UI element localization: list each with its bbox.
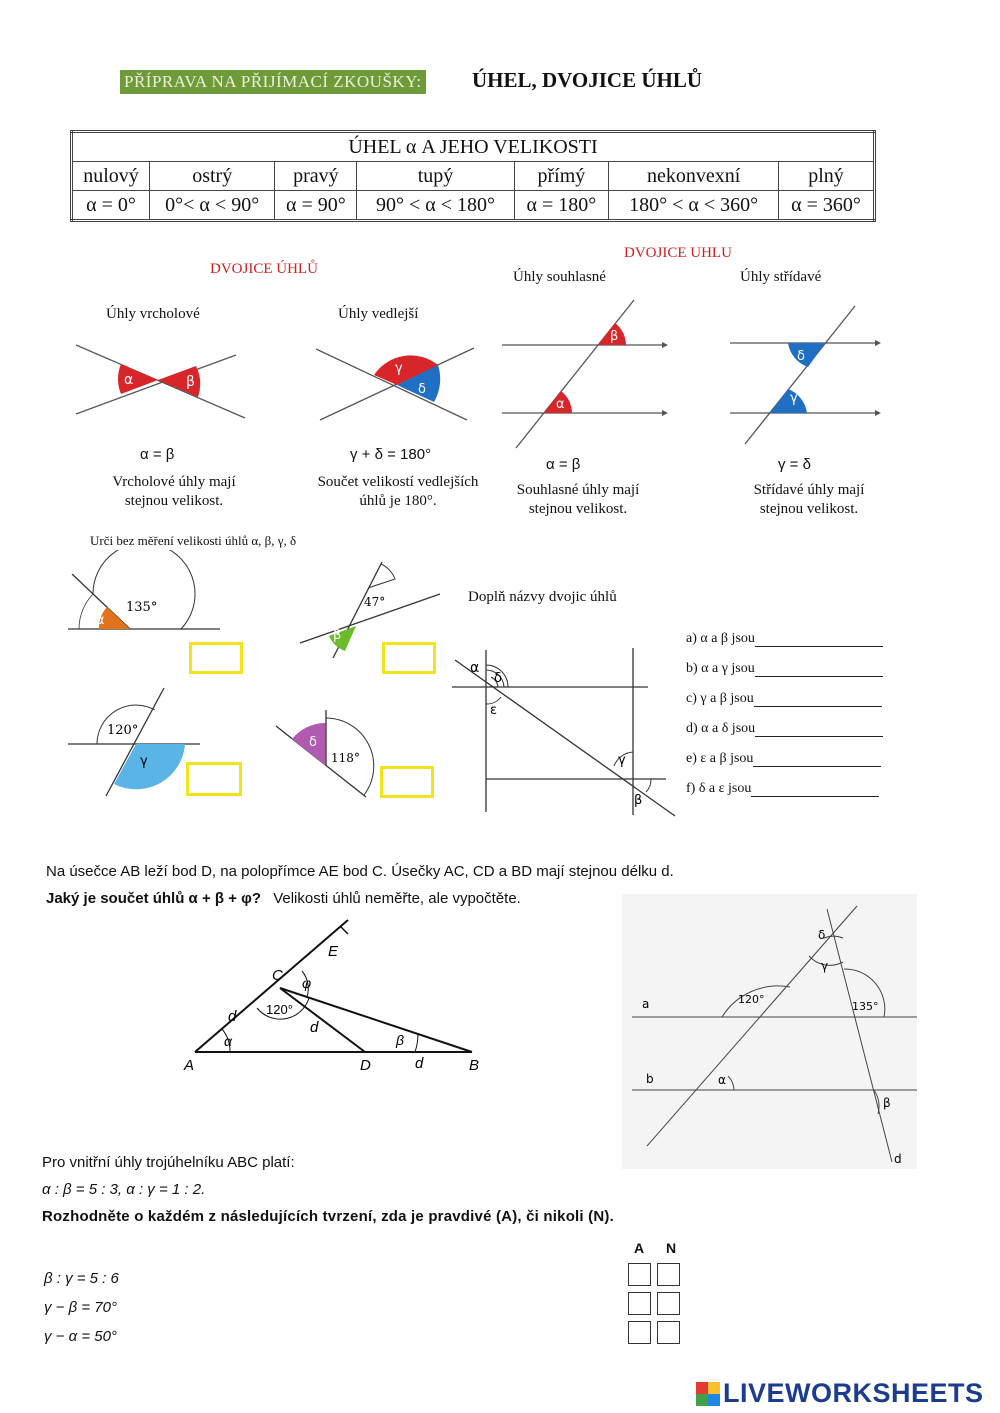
statements-list (44, 1264, 119, 1351)
table-cell: 180° < α < 360° (609, 191, 779, 221)
line-b: b (646, 1072, 654, 1086)
alt-delta-label: δ (797, 349, 805, 364)
header-tag: PŘÍPRAVA NA PŘIJÍMACÍ ZKOUŠKY: (120, 70, 426, 94)
alt-gamma-label: γ (790, 391, 798, 406)
label-E: E (328, 943, 339, 960)
fig3-given: 120° (107, 723, 139, 738)
table-cell: α = 180° (514, 191, 609, 221)
label-alpha: α (224, 1033, 232, 1049)
exercise3-question (46, 890, 521, 907)
alternate-caption (734, 481, 884, 519)
checkbox-a[interactable] (628, 1321, 651, 1344)
exercise5-line2: α : β = 5 : 3, α : γ = 1 : 2. (42, 1181, 206, 1198)
table-cell: 90° < α < 180° (357, 191, 514, 221)
alternate-label: Úhly střídavé (740, 269, 822, 285)
corr-beta-label: β (610, 329, 619, 344)
exercise5-line3: Rozhodněte o každém z následujících tvrzení, zda je pravdivé (A), či nikoli (N). (42, 1208, 614, 1225)
ex2-beta: β (634, 793, 643, 808)
statement: γ − α = 50° (44, 1328, 117, 1345)
checkbox-a[interactable] (628, 1263, 651, 1286)
fig2-given: 47° (364, 595, 386, 609)
table-cell: α = 90° (275, 191, 357, 221)
question-rest: Velikosti úhlů neměřte, ale vypočtěte. (273, 890, 521, 907)
checkbox-n[interactable] (657, 1321, 680, 1344)
checkbox-n[interactable] (657, 1263, 680, 1286)
vertical-caption (80, 473, 268, 511)
ex4-alpha: α (718, 1073, 726, 1087)
adjacent-label: Úhly vedlejší (338, 306, 419, 322)
alt-gamma-sector (770, 389, 807, 413)
item-label: e) ε a β jsou (686, 751, 754, 766)
item-label: d) α a δ jsou (686, 721, 756, 736)
answer-box-gamma[interactable] (186, 762, 242, 796)
ex2-gamma: γ (618, 753, 626, 768)
ex4-beta: β (883, 1096, 891, 1110)
item-label: c) γ a β jsou (686, 691, 754, 706)
label-D: D (360, 1057, 371, 1074)
table-cell: pravý (275, 162, 357, 191)
gamma-label: γ (395, 361, 403, 376)
table-title: ÚHEL α A JEHO VELIKOSTI (72, 132, 875, 162)
fig1-given: 135° (126, 600, 158, 615)
caption-line: Střídavé úhly mají (753, 482, 865, 498)
list-item (686, 691, 883, 721)
page-title: ÚHEL, DVOJICE ÚHLŮ (472, 68, 703, 92)
exercise2-items (686, 631, 883, 811)
label-A: A (184, 1057, 195, 1074)
liveworksheets-logo (696, 1378, 984, 1409)
exercise5-line1: Pro vnitřní úhly trojúhelníku ABC platí: (42, 1154, 295, 1171)
angle-135: 135° (852, 1000, 879, 1013)
parallel-lines-diagram (622, 894, 917, 1169)
table-cell: nulový (72, 162, 150, 191)
label-B: B (469, 1057, 480, 1074)
caption-line: stejnou velikost. (528, 501, 628, 517)
fig2-unknown: β (333, 628, 342, 643)
table-cell: ostrý (149, 162, 274, 191)
table-cell: přímý (514, 162, 609, 191)
fig4-given: 118° (331, 751, 360, 765)
ex2-delta: δ (494, 671, 502, 686)
table-cell: α = 360° (778, 191, 874, 221)
list-item (686, 631, 883, 661)
table-cell: 0°< α < 90° (149, 191, 274, 221)
table-cell: tupý (357, 162, 514, 191)
answer-line[interactable] (755, 662, 883, 677)
answer-line[interactable] (755, 632, 883, 647)
item-label: f) δ a ε jsou (686, 781, 752, 796)
corr-alpha-label: α (556, 397, 565, 412)
answer-line[interactable] (753, 752, 881, 767)
answer-box-alpha[interactable] (189, 642, 243, 674)
fig4-unknown: δ (309, 735, 317, 750)
alpha-label: α (124, 372, 134, 388)
label-d3: d (415, 1055, 424, 1072)
beta-label: β (186, 374, 195, 390)
pairs-right-heading: DVOJICE UHLU (624, 245, 732, 261)
exercise1-instruction: Urči bez měření velikosti úhlů α, β, γ, δ (90, 533, 297, 548)
fig3-gamma-sector (114, 744, 185, 789)
caption-line: stejnou velikost. (124, 493, 224, 509)
list-item (686, 661, 883, 691)
exercise2-title: Doplň názvy dvojic úhlů (468, 589, 617, 605)
caption-line: stejnou velikost. (759, 501, 859, 517)
answer-line[interactable] (751, 782, 879, 797)
vertical-label: Úhly vrcholové (106, 306, 200, 322)
answer-line[interactable] (754, 692, 882, 707)
exercise3-text: Na úsečce AB leží bod D, na polopřímce AE bod C. Úsečky AC, CD a BD mají stejnou délku d. (46, 863, 674, 880)
item-label: b) α a γ jsou (686, 661, 755, 676)
list-item (686, 751, 883, 781)
corresponding-label: Úhly souhlasné (513, 269, 606, 285)
corresponding-caption (500, 481, 656, 519)
fig3-unknown: γ (140, 754, 148, 769)
list-item (686, 781, 883, 811)
answer-box-beta[interactable] (382, 642, 436, 674)
table-cell: nekonvexní (609, 162, 779, 191)
caption-line: Souhlasné úhly mají (516, 482, 640, 498)
statement: γ − β = 70° (44, 1299, 117, 1316)
table-cell: plný (778, 162, 874, 191)
alternate-formula: γ = δ (778, 456, 811, 473)
answer-box-delta[interactable] (380, 766, 434, 798)
checkbox-a[interactable] (628, 1292, 651, 1315)
label-d2: d (310, 1019, 319, 1036)
caption-line: Součet velikostí vedlejších (317, 474, 479, 490)
col-a-header: A (634, 1240, 645, 1256)
logo-text: LIVEWORKSHEETS (723, 1378, 984, 1408)
caption-line: Vrcholové úhly mají (112, 474, 236, 490)
corresponding-formula: α = β (546, 456, 581, 473)
adjacent-caption (300, 473, 496, 511)
pairs-left-heading: DVOJICE ÚHLŮ (210, 261, 318, 277)
ex2-alpha: α (470, 660, 480, 676)
exercise2-diagram (450, 640, 680, 820)
ex4-gamma: γ (821, 959, 829, 973)
label-120: 120° (266, 1002, 293, 1017)
caption-line: úhlů je 180°. (359, 493, 437, 509)
question-bold: Jaký je součet úhlů α + β + φ? (46, 890, 262, 907)
alt-delta-sector (788, 343, 825, 367)
vertical-formula: α = β (140, 446, 175, 463)
ex4-delta: δ (818, 928, 826, 942)
logo-mark-icon (696, 1382, 720, 1406)
label-d1: d (228, 1008, 237, 1025)
label-phi: φ (302, 975, 312, 991)
triangle-diagram (170, 910, 510, 1080)
statement: β : γ = 5 : 6 (44, 1270, 119, 1287)
line-d: d (894, 1152, 902, 1166)
answer-line[interactable] (755, 722, 883, 737)
label-beta: β (396, 1032, 404, 1048)
fig1-unknown: α (96, 613, 105, 628)
ex2-epsilon: ε (490, 703, 498, 718)
label-C: C (272, 967, 283, 984)
angle-120: 120° (738, 993, 765, 1006)
checkbox-grid (628, 1263, 686, 1350)
adjacent-formula: γ + δ = 180° (350, 446, 432, 463)
checkbox-n[interactable] (657, 1292, 680, 1315)
delta-label: δ (418, 382, 426, 397)
item-label: a) α a β jsou (686, 631, 755, 646)
list-item (686, 721, 883, 751)
col-n-header: N (666, 1240, 677, 1256)
table-cell: α = 0° (72, 191, 150, 221)
line-a: a (642, 997, 650, 1011)
